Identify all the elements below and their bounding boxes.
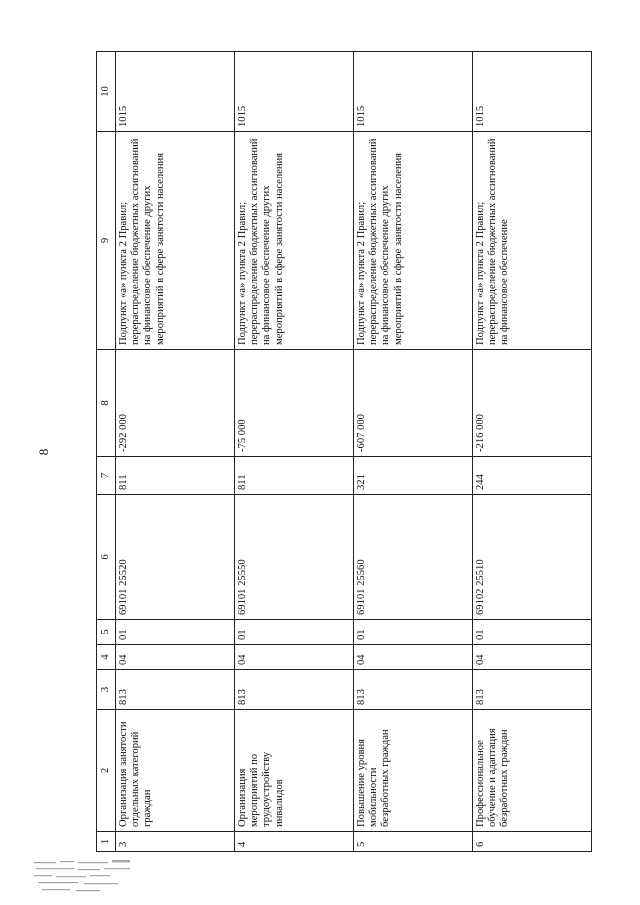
registration-stamp-image <box>32 858 136 898</box>
ministry-code: 813 <box>354 670 473 710</box>
target-article-code: 69102 25510 <box>473 495 592 620</box>
target-article-code: 69101 25560 <box>354 495 473 620</box>
section-code: 04 <box>235 645 354 670</box>
legal-basis: Подпункт «а» пункта 2 Правил; перераспределение бюджетных ассигнований на финансовое обеспечение других мероприятий в сфере занятости населения <box>354 132 473 350</box>
header-cell: 6 <box>97 495 116 620</box>
subsection-code: 01 <box>473 620 592 645</box>
row-number: 4 <box>235 832 354 852</box>
table-row <box>354 52 473 852</box>
measure-name: Профессиональное обучение и адаптация безработных граждан <box>473 710 592 832</box>
budget-table-wrapper <box>96 52 583 852</box>
subsection-code: 01 <box>354 620 473 645</box>
section-code: 04 <box>116 645 235 670</box>
reference-code: 1015 <box>473 52 592 132</box>
expense-type-code: 811 <box>235 457 354 495</box>
table-header-row <box>97 52 116 852</box>
table-row <box>473 52 592 852</box>
measure-name: Организация занятости отдельных категорий граждан <box>116 710 235 832</box>
expense-type-code: 321 <box>354 457 473 495</box>
legal-basis: Подпункт «а» пункта 2 Правил; перераспределение бюджетных ассигнований на финансовое обеспечение <box>473 132 592 350</box>
row-number: 3 <box>116 832 235 852</box>
expense-type-code: 811 <box>116 457 235 495</box>
subsection-code: 01 <box>116 620 235 645</box>
target-article-code: 69101 25550 <box>235 495 354 620</box>
measure-name: Повышение уровня мобильности безработных граждан <box>354 710 473 832</box>
ministry-code: 813 <box>473 670 592 710</box>
expense-type-code: 244 <box>473 457 592 495</box>
header-cell: 5 <box>97 620 116 645</box>
header-cell: 9 <box>97 132 116 350</box>
target-article-code: 69101 25520 <box>116 495 235 620</box>
amount-value: -75 000 <box>235 350 354 457</box>
header-cell: 10 <box>97 52 116 132</box>
header-cell: 2 <box>97 710 116 832</box>
reference-code: 1015 <box>116 52 235 132</box>
amount-value: -607 000 <box>354 350 473 457</box>
measure-name: Организация мероприятий по трудоустройству инвалидов <box>235 710 354 832</box>
section-code: 04 <box>473 645 592 670</box>
ministry-code: 813 <box>116 670 235 710</box>
ministry-code: 813 <box>235 670 354 710</box>
section-code: 04 <box>354 645 473 670</box>
header-cell: 4 <box>97 645 116 670</box>
row-number: 5 <box>354 832 473 852</box>
legal-basis: Подпункт «а» пункта 2 Правил; перераспределение бюджетных ассигнований на финансовое обеспечение других мероприятий в сфере занятости населения <box>235 132 354 350</box>
header-cell: 7 <box>97 457 116 495</box>
reference-code: 1015 <box>354 52 473 132</box>
row-number: 6 <box>473 832 592 852</box>
subsection-code: 01 <box>235 620 354 645</box>
table-row <box>235 52 354 852</box>
header-cell: 8 <box>97 350 116 457</box>
reference-code: 1015 <box>235 52 354 132</box>
header-cell: 3 <box>97 670 116 710</box>
header-cell: 1 <box>97 832 116 852</box>
page-number: 8 <box>36 448 51 456</box>
amount-value: -292 000 <box>116 350 235 457</box>
table-row <box>116 52 235 852</box>
legal-basis: Подпункт «а» пункта 2 Правил; перераспределение бюджетных ассигнований на финансовое обеспечение других мероприятий в сфере занятости населения <box>116 132 235 350</box>
amount-value: -216 000 <box>473 350 592 457</box>
budget-table <box>96 51 592 852</box>
